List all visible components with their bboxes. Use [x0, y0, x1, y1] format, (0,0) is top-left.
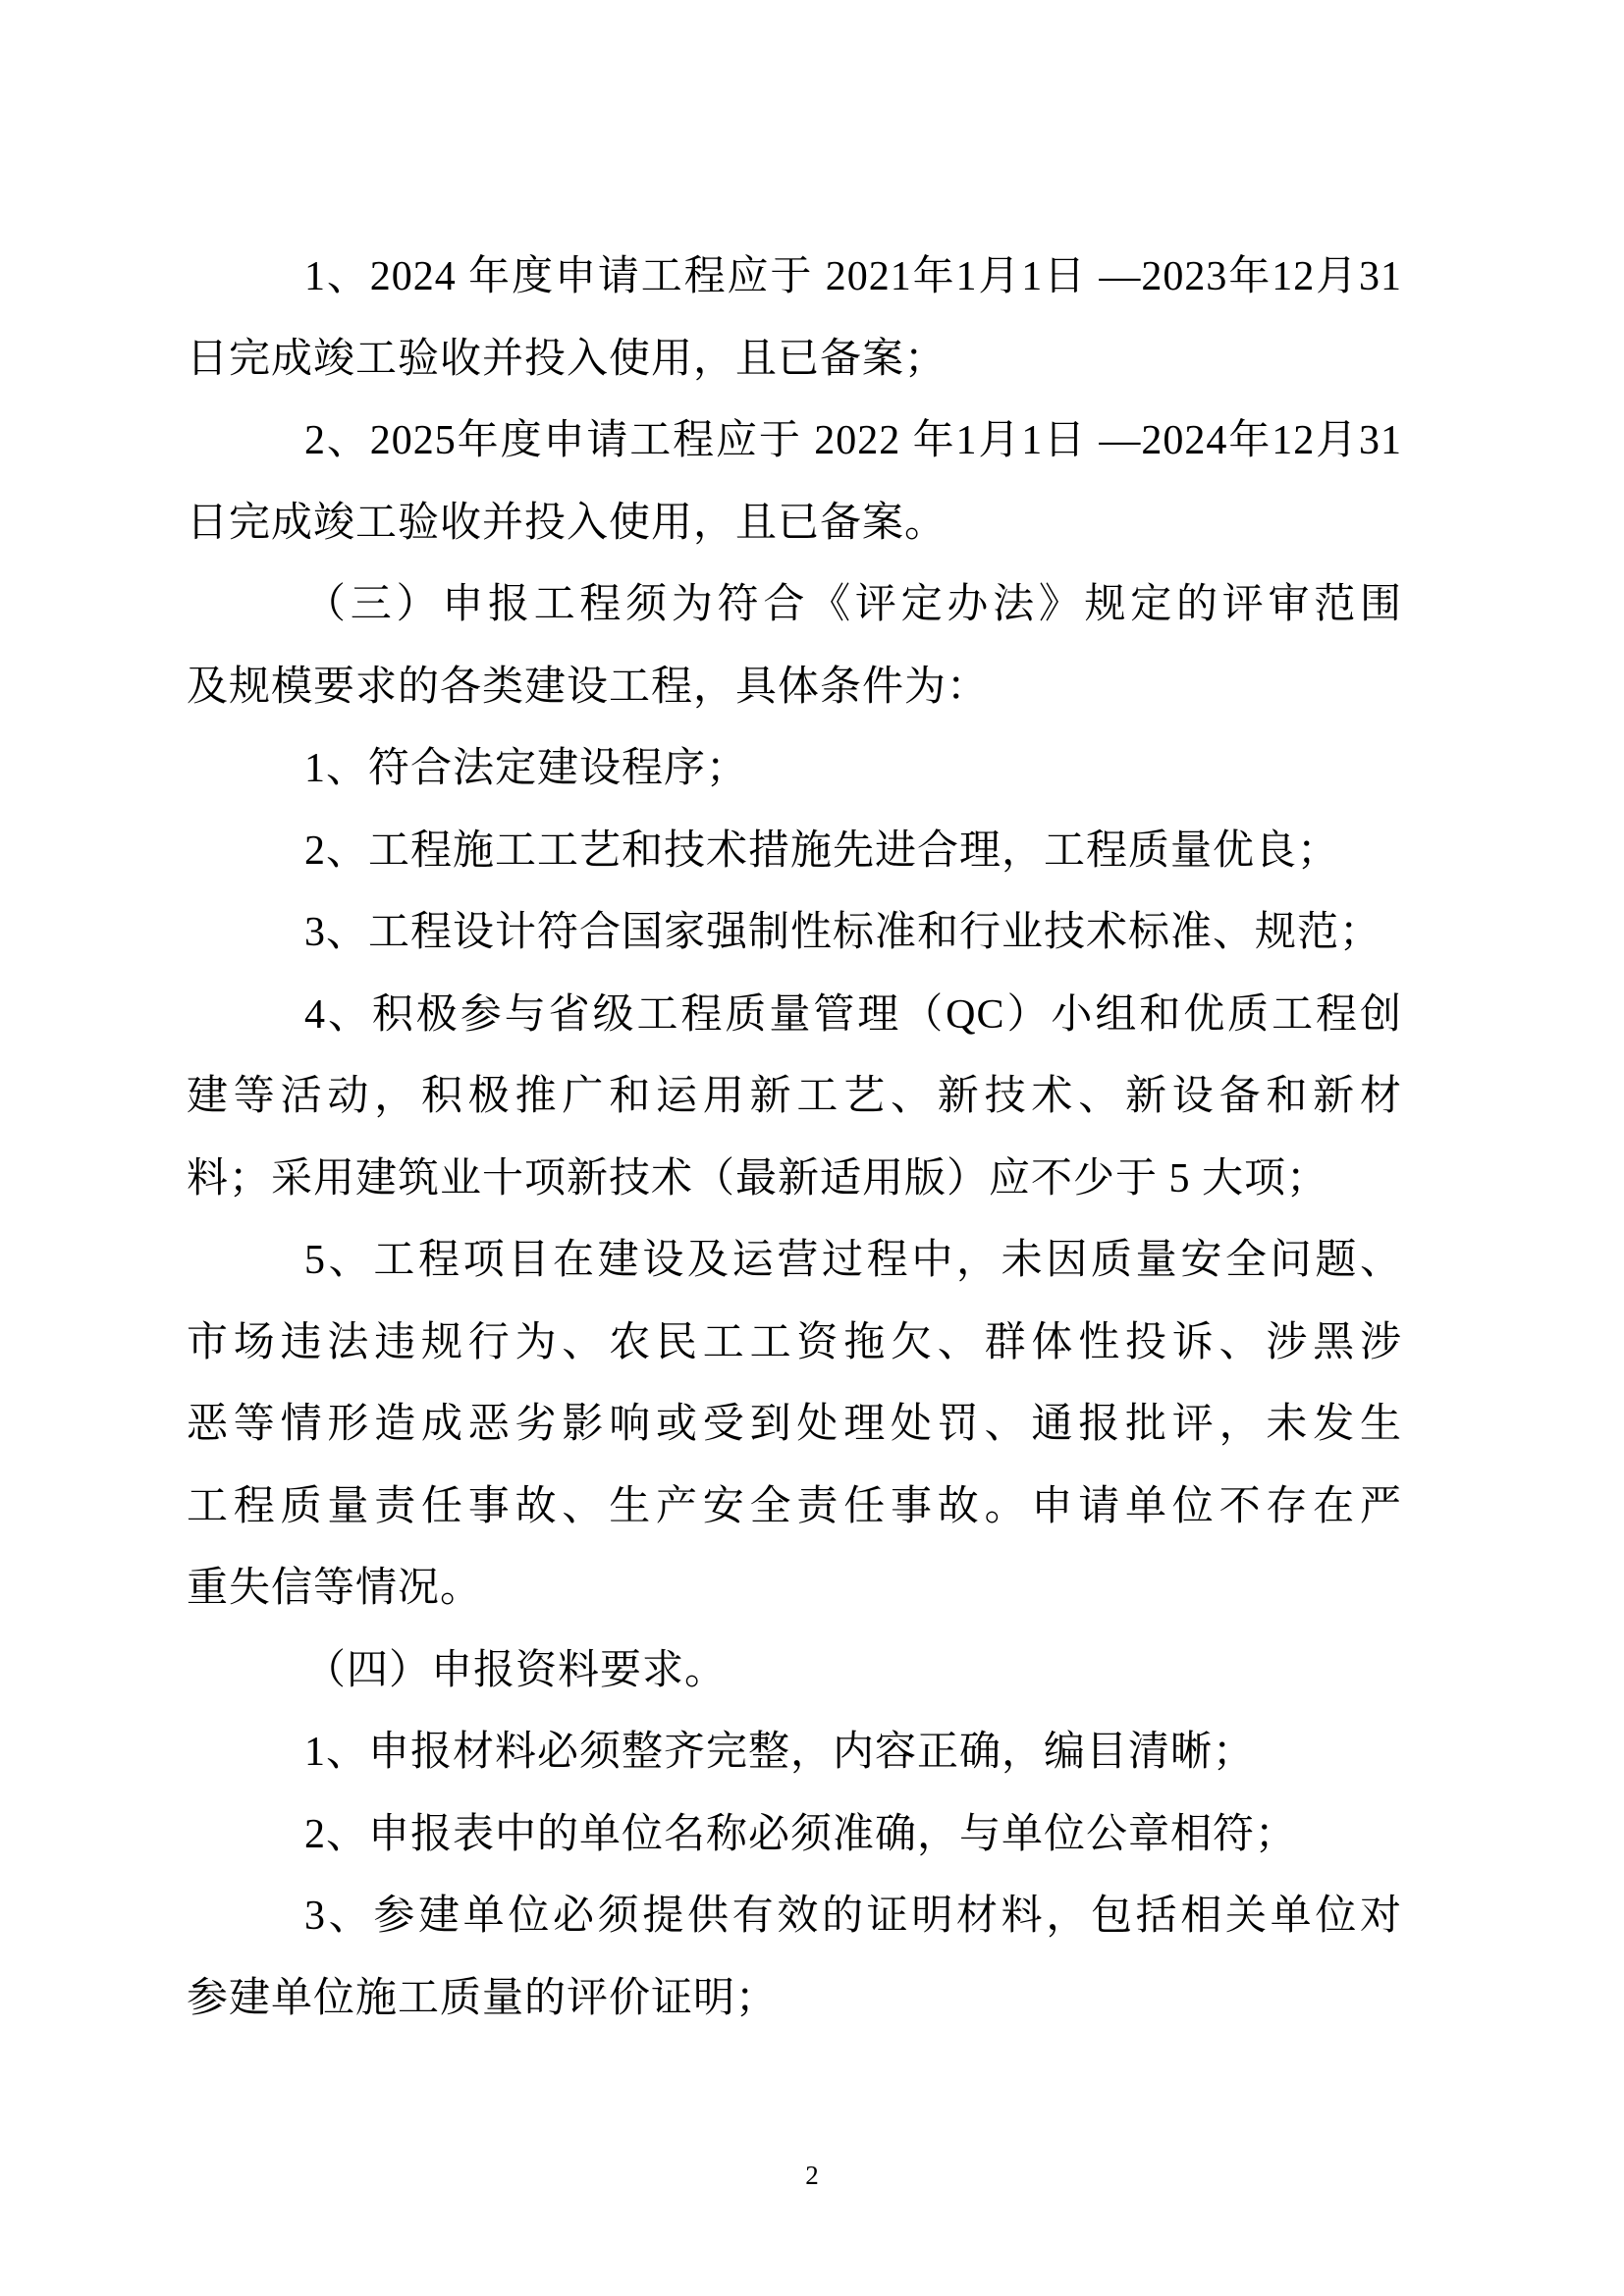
text-line: 1、符合法定建设程序；	[304, 746, 749, 791]
text-line: 3、参建单位必须提供有效的证明材料，包括相关单位对	[304, 1894, 1402, 1939]
text-line: 工程质量责任事故、生产安全责任事故。申请单位不存在严	[187, 1483, 1402, 1529]
page-number: 2	[805, 2161, 819, 2190]
text-line: 恶等情形造成恶劣影响或受到处理处罚、通报批评，未发生	[187, 1402, 1402, 1447]
text-line: 及规模要求的各类建设工程，具体条件为：	[187, 664, 990, 710]
text-line: 日完成竣工验收并投入使用，且已备案；	[187, 336, 947, 382]
text-line: （四）申报资料要求。	[304, 1647, 728, 1693]
text-line: 建等活动，积极推广和运用新工艺、新技术、新设备和新材	[187, 1074, 1402, 1119]
text-line: 1、2024 年度申请工程应于 2021年1月1日 —2023年12月31	[304, 254, 1402, 299]
text-line: 4、积极参与省级工程质量管理（QC）小组和优质工程创	[304, 991, 1402, 1038]
text-line: 1、申报材料必须整齐完整，内容正确，编目清晰；	[304, 1730, 1256, 1775]
text-line: 2、2025年度申请工程应于 2022 年1月1日 —2024年12月31	[304, 418, 1402, 463]
text-line: 日完成竣工验收并投入使用，且已备案。	[187, 500, 947, 546]
text-line: 参建单位施工质量的评价证明；	[187, 1975, 779, 2021]
text-line: 重失信等情况。	[187, 1566, 483, 1611]
text-line: （三）申报工程须为符合《评定办法》规定的评审范围	[304, 582, 1402, 627]
text-line: 2、工程施工工艺和技术措施先进合理，工程质量优良；	[304, 828, 1340, 874]
text-line: 2、申报表中的单位名称必须准确，与单位公章相符；	[304, 1811, 1298, 1857]
text-line: 3、工程设计符合国家强制性标准和行业技术标准、规范；	[304, 910, 1382, 955]
text-line: 5、工程项目在建设及运营过程中，未因质量安全问题、	[304, 1238, 1402, 1283]
text-line: 市场违法违规行为、农民工工资拖欠、群体性投诉、涉黑涉	[187, 1319, 1402, 1365]
document-body	[187, 237, 1402, 2040]
text-line: 料；采用建筑业十项新技术（最新适用版）应不少于 5 大项；	[187, 1155, 1329, 1201]
